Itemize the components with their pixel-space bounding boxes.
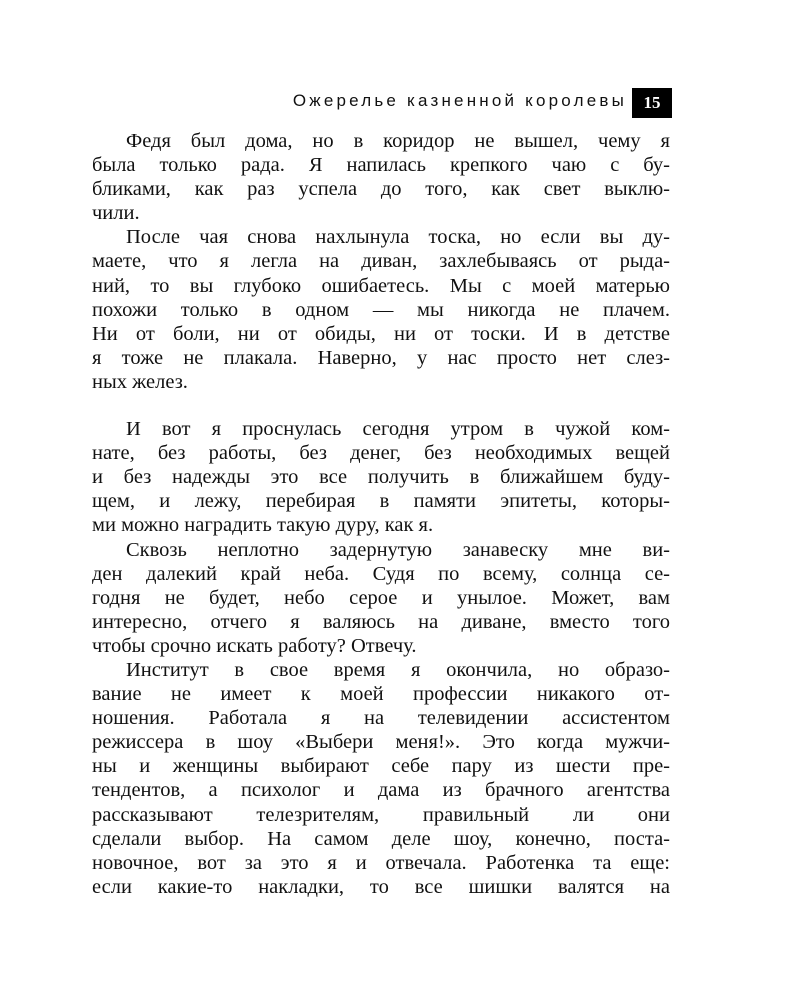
text-line: ми можно наградить такую дуру, как я. <box>92 514 434 537</box>
text-line: чтобы срочно искать работу? Отвечу. <box>92 634 417 657</box>
text-line: После чая снова нахлынула тоска, но если вы ду- <box>126 226 670 249</box>
text-line: была только рада. Я напилась крепкого чаю с бу- <box>92 154 670 177</box>
text-line: я тоже не плакала. Наверно, у нас просто нет слез- <box>92 346 670 369</box>
text-line: ний, то вы глубоко ошибаетесь. Мы с моей матерью <box>92 274 670 297</box>
paragraph <box>92 658 670 899</box>
text-line: Сквозь неплотно задернутую занавеску мне ви- <box>126 538 670 561</box>
text-line: и без надежды это все получить в ближайшем буду- <box>92 466 670 489</box>
text-line: щем, и лежу, перебирая в памяти эпитеты, которы- <box>92 490 670 513</box>
text-line: ден далекий край неба. Судя по всему, солнца се- <box>92 562 670 585</box>
text-line: Институт в свое время я окончила, но образо- <box>126 658 670 681</box>
text-line: новочное, вот за это я и отвечала. Работенка та еще: <box>92 851 670 874</box>
text-line: годня не будет, небо серое и унылое. Может, вам <box>92 586 670 609</box>
paragraph <box>92 225 670 394</box>
text-line: ны и женщины выбирают себе пару из шести пре- <box>92 755 670 778</box>
text-line: маете, что я легла на диван, захлебываясь от рыда- <box>92 250 670 273</box>
text-line: похожи только в одном — мы никогда не плачем. <box>92 298 670 321</box>
text-line: рассказывают телезрителям, правильный ли они <box>92 803 670 826</box>
text-line: интересно, отчего я валяюсь на диване, вместо того <box>92 610 670 633</box>
section-break <box>92 394 670 417</box>
running-title: Ожерелье казненной королевы <box>292 91 627 110</box>
text-line: сделали выбор. На самом деле шоу, конечно, поста- <box>92 827 670 850</box>
text-line: бликами, как раз успела до того, как свет выклю- <box>92 178 670 201</box>
book-text <box>92 129 670 899</box>
paragraph <box>92 129 670 225</box>
text-line: режиссера в шоу «Выбери меня!». Это когда мужчи- <box>92 731 670 754</box>
paragraph <box>92 417 670 537</box>
text-line: Федя был дома, но в коридор не вышел, чему я <box>126 130 670 152</box>
paragraph <box>92 538 670 658</box>
text-line: И вот я проснулась сегодня утром в чужой ком- <box>126 418 670 441</box>
text-line: тендентов, а психолог и дама из брачного агентства <box>92 779 670 802</box>
running-head <box>0 88 672 118</box>
text-line: нате, без работы, без денег, без необходимых вещей <box>92 442 670 465</box>
page-number: 15 <box>632 88 672 118</box>
text-line: ношения. Работала я на телевидении ассистентом <box>92 707 670 730</box>
text-line: чили. <box>92 202 140 225</box>
text-line: ных желез. <box>92 370 188 393</box>
text-line: вание не имеет к моей профессии никакого от- <box>92 683 670 706</box>
text-line: Ни от боли, ни от обиды, ни от тоски. И в детстве <box>92 322 670 345</box>
text-line: если какие-то накладки, то все шишки валятся на <box>92 875 670 898</box>
